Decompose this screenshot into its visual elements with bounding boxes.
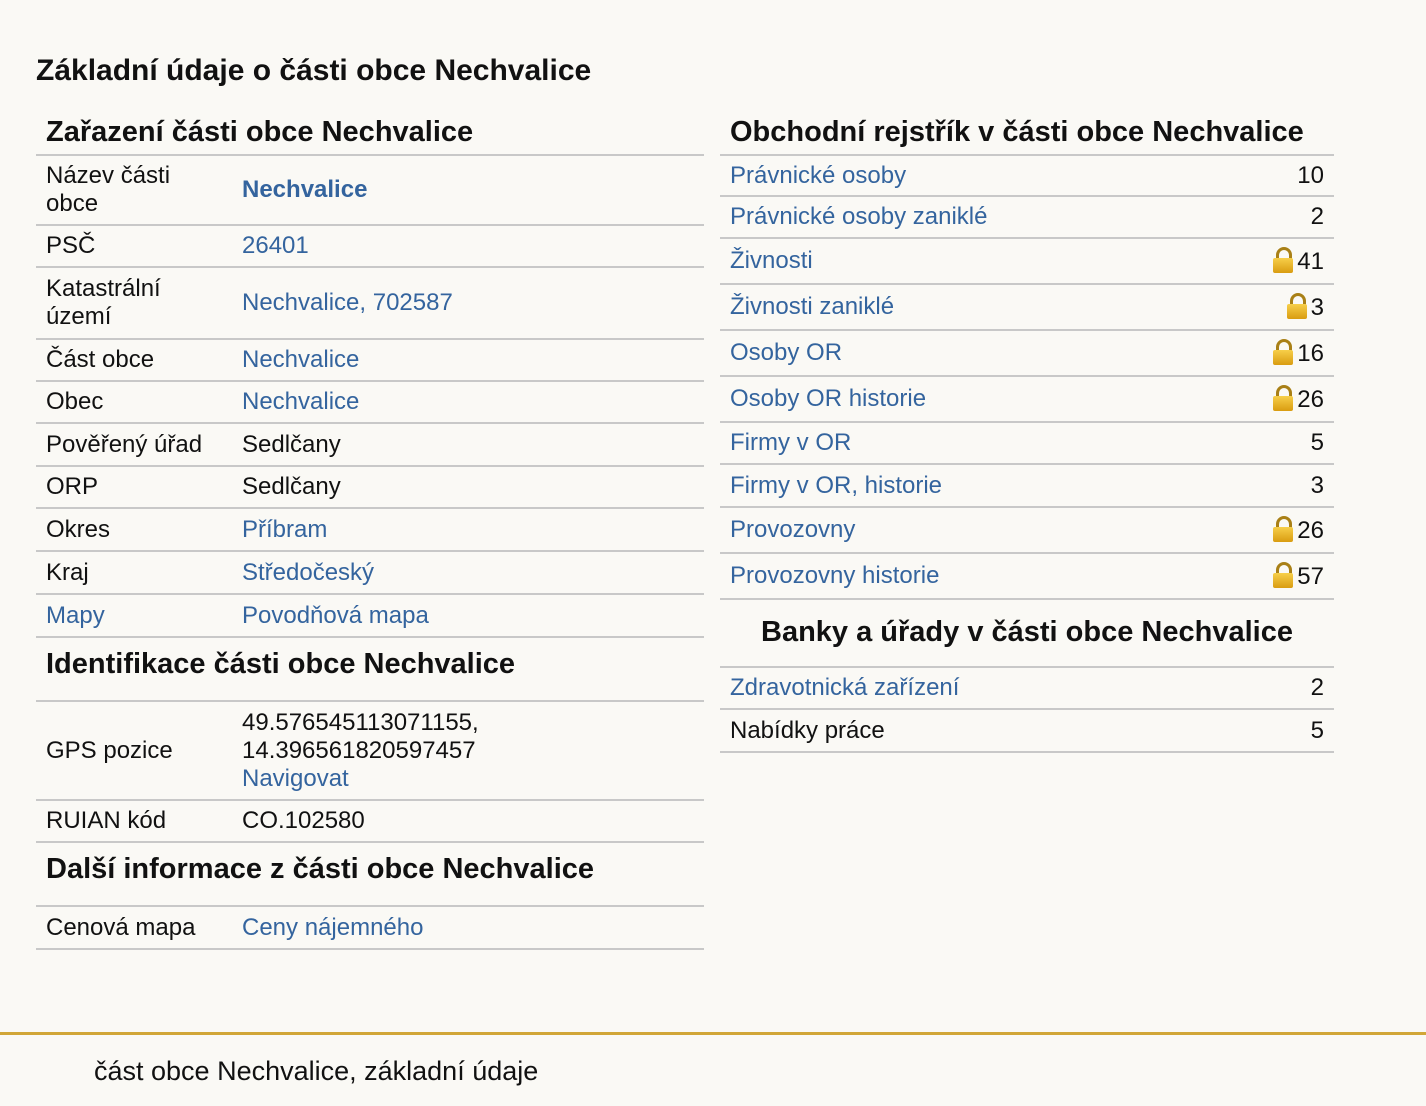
psc-link[interactable]: 26401 — [242, 232, 309, 259]
zarazeni-table — [36, 154, 704, 638]
identifikace-heading: Identifikace části obce Nechvalice — [46, 648, 516, 680]
count: 3 — [1310, 293, 1324, 321]
count: 16 — [1297, 339, 1324, 367]
table-row — [720, 553, 1334, 599]
count: 57 — [1297, 562, 1324, 590]
padlock-icon — [1287, 293, 1307, 319]
table-row — [36, 339, 704, 381]
table-row — [720, 330, 1334, 376]
pravnicke-osoby-zanikle-link[interactable]: Právnické osoby zaniklé — [730, 203, 988, 230]
count: 5 — [1209, 422, 1334, 464]
row-label: Okres — [36, 508, 232, 551]
row-label: Kraj — [36, 551, 232, 594]
row-label: Obec — [36, 381, 232, 423]
count: 5 — [1262, 709, 1334, 752]
count: 26 — [1297, 385, 1324, 413]
table-row — [36, 381, 704, 423]
table-row — [36, 508, 704, 551]
footer-text: část obce Nechvalice, základní údaje — [94, 1056, 539, 1086]
ceny-najemneho-link[interactable]: Ceny nájemného — [242, 913, 424, 941]
dalsi-heading: Další informace z části obce Nechvalice — [46, 853, 595, 885]
row-label: PSČ — [36, 225, 232, 267]
row-label: Část obce — [36, 339, 232, 381]
osoby-or-link[interactable]: Osoby OR — [730, 339, 843, 366]
ruian-value: CO.102580 — [232, 800, 704, 842]
count: 2 — [1262, 667, 1334, 709]
zivnosti-zanikle-link[interactable]: Živnosti zaniklé — [730, 293, 895, 320]
padlock-icon — [1273, 247, 1293, 273]
provozovny-link[interactable]: Provozovny — [730, 516, 856, 543]
gps-label: GPS pozice — [36, 701, 232, 800]
table-row — [36, 594, 704, 637]
count: 3 — [1209, 464, 1334, 507]
kraj-link[interactable]: Středočeský — [242, 558, 375, 586]
table-row — [720, 422, 1334, 464]
table-row — [720, 284, 1334, 330]
table-row — [36, 155, 704, 225]
table-row — [36, 267, 704, 339]
nazev-link[interactable]: Nechvalice — [242, 176, 368, 203]
zarazeni-heading: Zařazení části obce Nechvalice — [46, 116, 474, 148]
table-row — [36, 423, 704, 466]
row-label: Název části obce — [36, 155, 232, 225]
table-row — [36, 225, 704, 267]
table-row — [720, 507, 1334, 553]
identifikace-table — [36, 700, 704, 843]
firmy-v-or-link[interactable]: Firmy v OR — [730, 429, 852, 456]
provozovny-historie-link[interactable]: Provozovny historie — [730, 562, 940, 589]
gps-lon: 14.396561820597457 — [242, 736, 476, 764]
table-row — [720, 376, 1334, 422]
obec-link[interactable]: Nechvalice — [242, 388, 360, 415]
banky-heading: Banky a úřady v části obce Nechvalice — [761, 616, 1293, 648]
navigate-link[interactable]: Navigovat — [242, 764, 349, 792]
mapy-link[interactable]: Mapy — [46, 601, 105, 629]
padlock-icon — [1273, 339, 1293, 365]
row-label: Katastrální území — [36, 267, 232, 339]
table-row — [36, 800, 704, 842]
table-row — [720, 238, 1334, 284]
count: 2 — [1209, 196, 1334, 238]
obchodni-heading: Obchodní rejstřík v části obce Nechvalice — [730, 116, 1304, 148]
osoby-or-historie-link[interactable]: Osoby OR historie — [730, 385, 927, 412]
row-label: ORP — [36, 466, 232, 508]
dalsi-table — [36, 905, 704, 950]
left-column — [36, 104, 704, 950]
okres-link[interactable]: Příbram — [242, 515, 328, 543]
nabidky-prace-label: Nabídky práce — [720, 709, 1262, 752]
cenova-mapa-label: Cenová mapa — [36, 906, 232, 949]
zivnosti-link[interactable]: Živnosti — [730, 247, 813, 274]
povodnova-mapa-link[interactable]: Povodňová mapa — [242, 601, 429, 629]
page-title: Základní údaje o části obce Nechvalice — [36, 54, 592, 87]
firmy-v-or-historie-link[interactable]: Firmy v OR, historie — [730, 471, 943, 499]
katastr-link[interactable]: Nechvalice, 702587 — [242, 289, 453, 316]
count: 41 — [1297, 247, 1324, 275]
table-row — [720, 464, 1334, 507]
table-row — [720, 155, 1334, 196]
table-row — [36, 466, 704, 508]
padlock-icon — [1273, 385, 1293, 411]
count: 26 — [1297, 516, 1324, 544]
banky-table — [720, 666, 1334, 753]
footer-divider — [0, 1032, 1426, 1035]
pravnicke-osoby-link[interactable]: Právnické osoby — [730, 161, 907, 189]
cast-obce-link[interactable]: Nechvalice — [242, 346, 360, 373]
table-row — [36, 551, 704, 594]
table-row — [720, 709, 1334, 752]
row-label: Pověřený úřad — [36, 423, 232, 466]
gps-lat: 49.576545113071155, — [242, 708, 479, 736]
count: 10 — [1209, 155, 1334, 196]
obchodni-table — [720, 154, 1334, 600]
table-row — [720, 667, 1334, 709]
padlock-icon — [1273, 562, 1293, 588]
ruian-label: RUIAN kód — [36, 800, 232, 842]
table-row — [36, 701, 704, 800]
zdravotnicka-zarizeni-link[interactable]: Zdravotnická zařízení — [730, 674, 960, 701]
table-row — [36, 906, 704, 949]
row-value: Sedlčany — [232, 466, 704, 508]
padlock-icon — [1273, 516, 1293, 542]
table-row — [720, 196, 1334, 238]
right-column — [720, 104, 1334, 753]
row-value: Sedlčany — [232, 423, 704, 466]
